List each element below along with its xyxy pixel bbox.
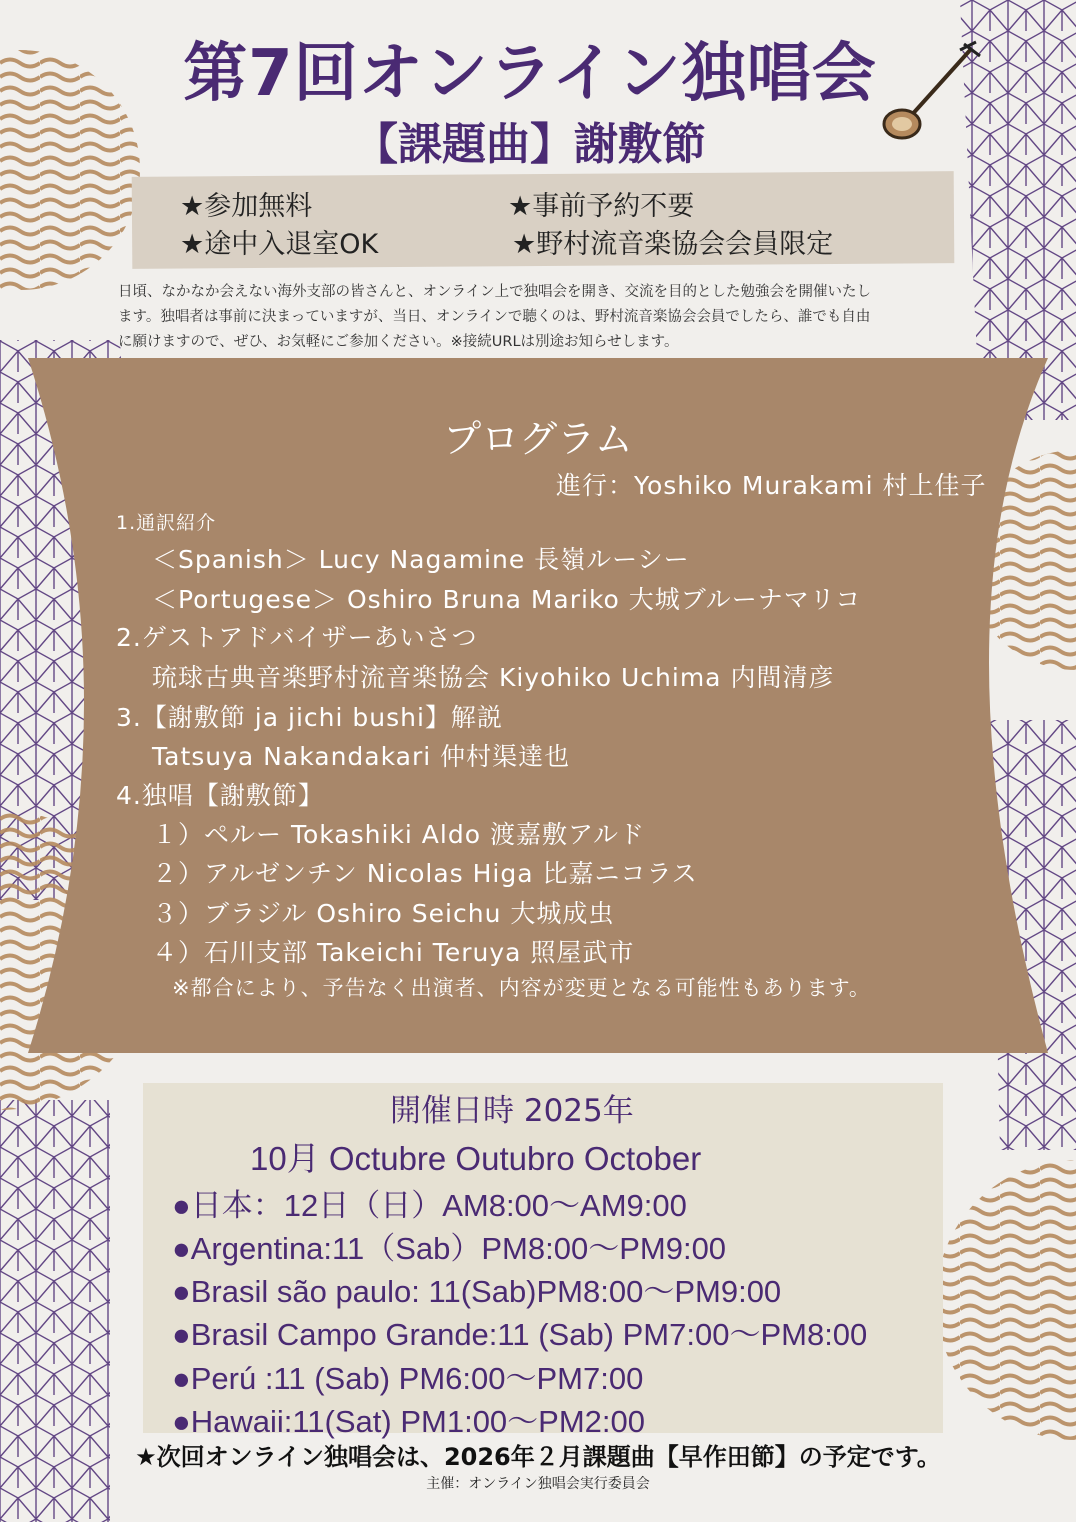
program-item-3-name: Tatsuya Nakandakari 仲村渠達也	[152, 742, 571, 771]
badge-no-reservation: ★事前予約不要	[508, 191, 695, 222]
program-item-4-4: ４）石川支部 Takeichi Teruya 照屋武市	[152, 938, 635, 967]
page-title: 第7回オンライン独唱会	[183, 37, 877, 111]
page-subtitle: 【課題曲】謝敷節	[354, 119, 706, 170]
program-item-1-spanish: ＜Spanish＞ Lucy Nagamine 長嶺ルーシー	[152, 545, 690, 574]
schedule-japan: ●日本：12日（日）AM8:00～AM9:00	[172, 1188, 687, 1223]
program-item-4-1: １）ペルー Tokashiki Aldo 渡嘉敷アルド	[152, 820, 645, 849]
program-host: 進行：Yoshiko Murakami 村上佳子	[556, 471, 987, 500]
program-item-4: 4.独唱【謝敷節】	[116, 781, 324, 810]
program-item-2-name: 琉球古典音楽野村流音楽協会 Kiyohiko Uchima 内間清彦	[152, 663, 835, 692]
wave-circle-left-top	[0, 50, 140, 290]
schedule-month: 10月 Octubre Outubro October	[250, 1140, 702, 1177]
badge-in-out-ok: ★途中入退室OK	[180, 229, 379, 260]
intro-line: に願けますので、ぜひ、お気軽にご参加ください。※接続URLは別途お知らせします。	[118, 334, 679, 350]
lattice-right-top	[960, 0, 1076, 420]
badge-free: ★参加無料	[180, 191, 313, 222]
program-item-2: 2.ゲストアドバイザーあいさつ	[116, 623, 478, 652]
program-title: プログラム	[443, 417, 633, 461]
schedule-heading: 開催日時 2025年	[390, 1093, 634, 1129]
schedule-brasil-campo-grande: ●Brasil Campo Grande:11 (Sab) PM7:00～PM8:00	[172, 1317, 868, 1352]
schedule-argentina: ●Argentina:11（Sab）PM8:00～PM9:00	[172, 1231, 727, 1266]
badge-members-only: ★野村流音楽協会会員限定	[512, 229, 834, 260]
intro-line: 日頃、なかなか会えない海外支部の皆さんと、オンライン上で独唱会を開き、交流を目的とした勉強会を開催いたし	[118, 284, 871, 300]
organizer: 主催：オンライン独唱会実行委員会	[426, 1476, 650, 1492]
intro-line: ます。独唱者は事前に決まっていますが、当日、オンラインで聴くのは、野村流音楽協会会員でしたら、誰でも自由	[118, 309, 871, 325]
program-note: ※都合により、予告なく出演者、内容が変更となる可能性もあります。	[172, 976, 871, 1000]
intro-text	[118, 280, 978, 355]
program-item-1-portuguese: ＜Portugese＞ Oshiro Bruna Mariko 大城ブルーナマリコ	[152, 585, 862, 614]
program-item-4-3: ３）ブラジル Oshiro Seichu 大城成虫	[152, 899, 615, 928]
next-event-note: ★次回オンライン独唱会は、2026年２月課題曲【早作田節】の予定です。	[135, 1443, 941, 1471]
schedule-brasil-sao-paulo: ●Brasil são paulo: 11(Sab)PM8:00～PM9:00	[172, 1274, 782, 1309]
program-item-3: 3.【謝敷節 ja jichi bushi】解説	[116, 703, 503, 732]
program-item-1: 1.通訳紹介	[116, 512, 217, 534]
program-item-4-2: ２）アルゼンチン Nicolas Higa 比嘉ニコラス	[152, 859, 698, 888]
wave-circle-right-bottom	[936, 1160, 1076, 1440]
schedule-peru: ●Perú :11 (Sab) PM6:00～PM7:00	[172, 1361, 644, 1396]
schedule-hawaii: ●Hawaii:11(Sat) PM1:00～PM2:00	[172, 1404, 646, 1439]
